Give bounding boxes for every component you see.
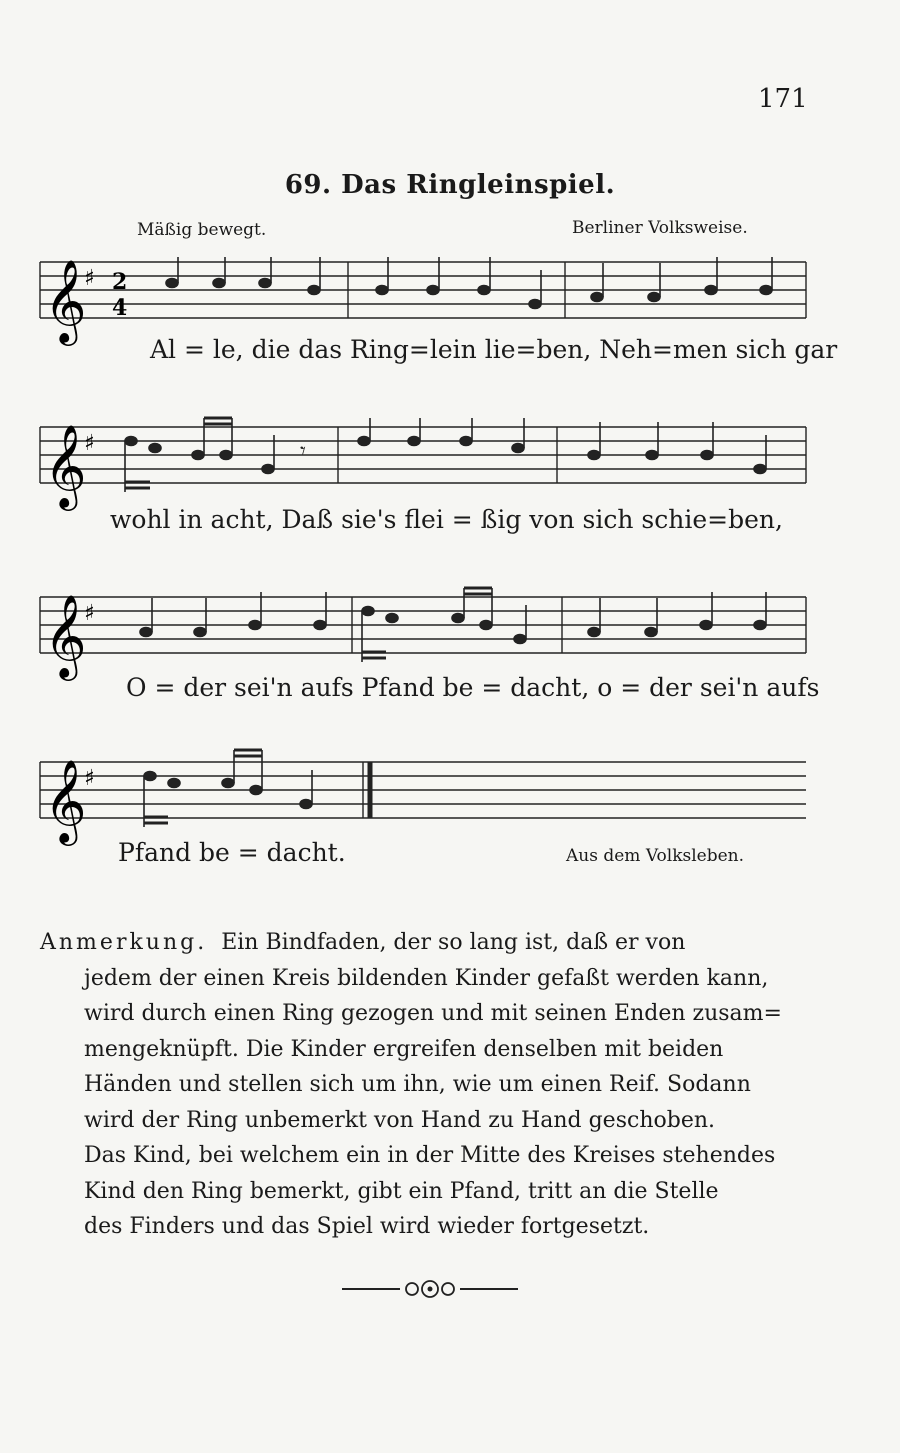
svg-text:𝄞: 𝄞 (44, 593, 87, 677)
melody-attribution: Berliner Volksweise. (572, 218, 748, 238)
lyric-line-1: Al = le, die das Ring=lein lie=ben, Neh=men sich gar (150, 335, 838, 364)
song-title: 69. Das Ringleinspiel. (284, 170, 616, 200)
annotation-paragraph (40, 925, 820, 1245)
annotation-line: jedem der einen Kreis bildenden Kinder gefaßt werden kann, (84, 965, 769, 991)
lyric-line-2: wohl in acht, Daß sie's flei = ßig von sich schie=ben, (110, 505, 783, 534)
annotation-line: des Finders und das Spiel wird wieder fortgesetzt. (84, 1214, 650, 1239)
page-number: 171 (758, 84, 808, 114)
svg-text:𝄞: 𝄞 (44, 423, 87, 507)
annotation-line: Ein Bindfaden, der so lang ist, daß er von (221, 930, 686, 955)
svg-text:♯: ♯ (84, 766, 95, 791)
lyric-line-3: O = der sei'n aufs Pfand be = dacht, o = der sei'n aufs (126, 673, 820, 702)
time-signature: 2 (112, 269, 128, 295)
tempo-marking: Mäßig bewegt. (137, 220, 267, 240)
sharp-icon: ♯ (84, 266, 95, 291)
music-staff-2 (0, 410, 900, 520)
svg-text:♯: ♯ (84, 431, 95, 456)
svg-text:𝄾: 𝄾 (300, 439, 306, 464)
svg-text:4: 4 (112, 295, 128, 321)
svg-text:♯: ♯ (84, 601, 95, 626)
annotation-line: Händen und stellen sich um ihn, wie um einen Reif. Sodann (84, 1072, 751, 1097)
annotation-line: mengeknüpft. Die Kinder ergreifen denselben mit beiden (84, 1036, 724, 1062)
annotation-line: Kind den Ring bemerkt, gibt ein Pfand, tritt an die Stelle (84, 1178, 719, 1204)
annotation-first-line (40, 925, 820, 961)
svg-text:𝄞: 𝄞 (44, 758, 87, 842)
annotation-label: Anmerkung. (40, 930, 208, 955)
lyric-line-4: Pfand be = dacht. (118, 838, 346, 867)
ornament-icon (340, 1275, 520, 1305)
treble-clef-icon: 𝄞 (44, 258, 87, 342)
annotation-line: wird durch einen Ring gezogen und mit seinen Enden zusam= (84, 1001, 782, 1026)
source-credit: Aus dem Volksleben. (566, 846, 745, 866)
annotation-line: Das Kind, bei welchem ein in der Mitte des Kreises stehendes (84, 1143, 776, 1168)
annotation-line: wird der Ring unbemerkt von Hand zu Hand geschoben. (84, 1107, 715, 1133)
